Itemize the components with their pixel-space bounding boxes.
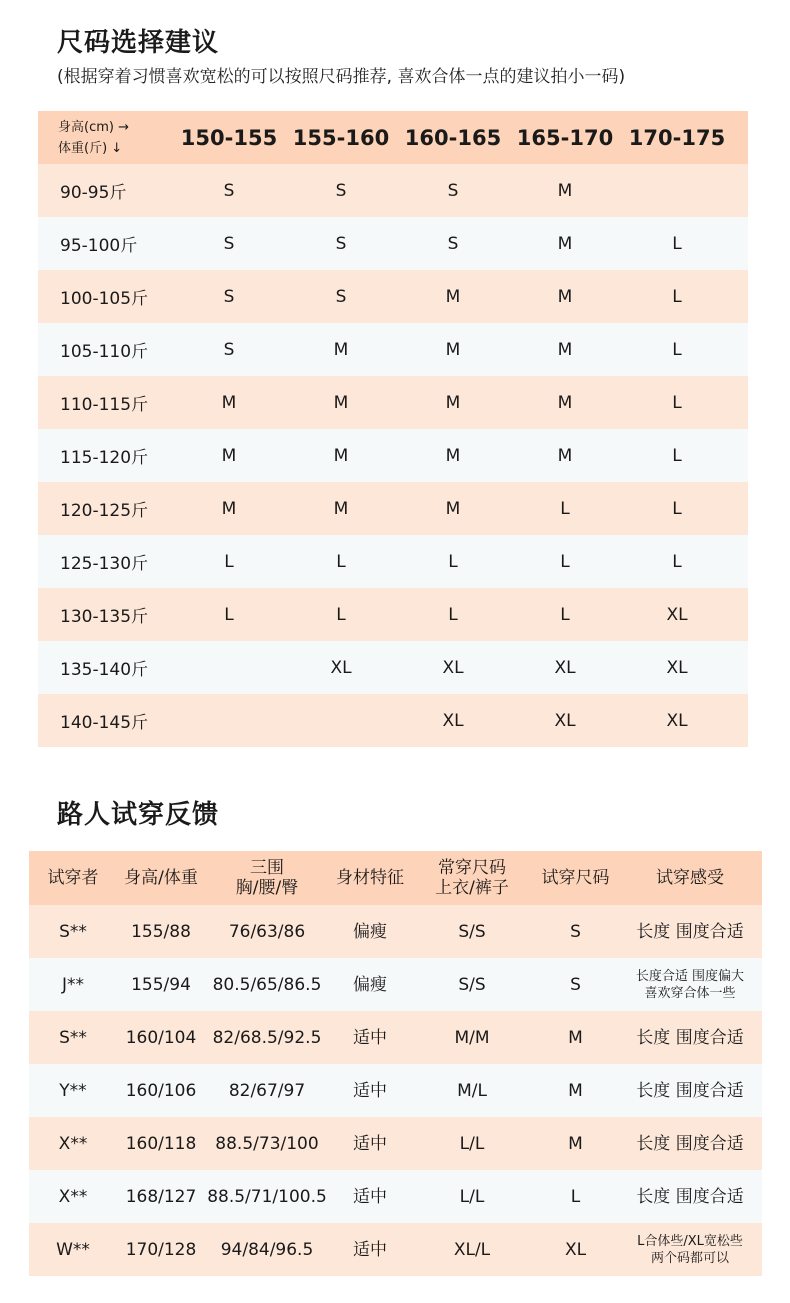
height-weight-cell: 160/106 [125,1080,197,1101]
size-cell: L [672,233,682,254]
size-cell: M [445,392,461,413]
usual-size-cell: M/L [457,1080,487,1101]
tester-cell: X** [58,1133,88,1154]
size-cell: S [335,233,347,254]
body-type-cell: 适中 [353,1133,387,1154]
height-weight-cell: 155/94 [131,974,191,995]
size-cell: M [445,445,461,466]
size-cell: XL [442,710,464,731]
size-cell: XL [442,657,464,678]
size-cell: M [221,498,237,519]
size-cell: L [560,498,570,519]
size-cell: S [223,339,235,360]
height-range-header: 155-160 [292,125,390,150]
measurements-cell: 88.5/73/100 [215,1133,319,1154]
size-cell: M [221,445,237,466]
measurements-cell: 76/63/86 [228,921,306,942]
height-weight-cell: 168/127 [125,1186,197,1207]
col-header-feeling: 试穿感受 [656,868,724,888]
measurements-cell: 88.5/71/100.5 [207,1186,327,1207]
feedback-row [29,1223,762,1276]
size-table [38,111,748,747]
size-cell: M [557,445,573,466]
weight-range-cell: 95-100斤 [60,236,138,256]
measurements-cell: 80.5/65/86.5 [212,974,322,995]
feeling-cell: 长度 围度合适 [636,1080,744,1101]
feeling-line: 长度合适 围度偏大 [635,968,745,984]
size-cell: M [333,392,349,413]
size-table-row [38,270,748,323]
body-type-cell: 偏瘦 [353,974,387,995]
size-cell: L [672,551,682,572]
size-table-row [38,217,748,270]
size-guide-title: 尺码选择建议 [57,28,220,58]
size-table-row [38,376,748,429]
size-cell: M [221,392,237,413]
feeling-line: L合体些/XL宽松些 [637,1233,743,1249]
feeling-cell [618,968,762,1002]
size-cell: L [672,498,682,519]
measurements-cell: 94/84/96.5 [220,1239,314,1260]
size-cell: S [447,180,459,201]
size-cell: L [224,604,234,625]
col-header-tried-size: 试穿尺码 [541,868,610,888]
size-table-row [38,641,748,694]
axis-labels [38,117,173,159]
weight-range-cell: 100-105斤 [60,289,149,309]
weight-range-cell: 125-130斤 [60,554,149,574]
tried-size-cell: L [570,1186,581,1207]
body-type-cell: 适中 [353,1080,387,1101]
size-cell: L [560,551,570,572]
feeling-cell [618,1233,762,1267]
weight-range-cell: 90-95斤 [60,183,127,203]
usual-size-header-line1: 常穿尺码 [438,858,506,878]
weight-axis-label: 体重(斤) ↓ [58,140,123,156]
body-type-cell: 适中 [353,1027,387,1048]
tester-cell: X** [58,1186,88,1207]
body-type-cell: 适中 [353,1239,387,1260]
usual-size-cell: L/L [459,1133,485,1154]
height-weight-cell: 160/104 [125,1027,197,1048]
size-cell: L [224,551,234,572]
measurements-header-line2: 胸/腰/臀 [235,878,299,898]
feeling-cell: 长度 围度合适 [636,1027,744,1048]
feedback-row [29,1117,762,1170]
height-range-header: 170-175 [628,125,726,150]
size-cell: XL [666,710,688,731]
weight-range-cell: 115-120斤 [60,448,149,468]
tester-cell: W** [56,1239,90,1260]
col-header-measurements [205,858,329,898]
size-table-row [38,588,748,641]
size-table-row [38,535,748,588]
height-weight-cell: 160/118 [125,1133,197,1154]
measurements-header-line1: 三围 [250,858,284,878]
feedback-row [29,958,762,1011]
tried-size-cell: S [570,921,581,942]
size-cell: M [445,286,461,307]
tester-cell: Y** [59,1080,87,1101]
height-axis-label: 身高(cm) → [58,119,129,135]
size-cell: M [333,498,349,519]
size-cell: S [223,180,235,201]
usual-size-cell: M/M [454,1027,490,1048]
size-cell: M [333,445,349,466]
weight-range-cell: 110-115斤 [60,395,149,415]
feedback-row [29,1064,762,1117]
tried-size-cell: S [570,974,581,995]
size-table-header [38,111,748,164]
tester-cell: S** [59,1027,87,1048]
size-cell: S [335,180,347,201]
tried-size-cell: M [568,1133,583,1154]
size-cell: M [445,498,461,519]
size-cell: XL [666,604,688,625]
size-table-row [38,323,748,376]
size-cell: M [557,233,573,254]
size-cell: L [672,445,682,466]
weight-range-cell: 130-135斤 [60,607,149,627]
size-cell: S [335,286,347,307]
weight-range-cell: 135-140斤 [60,660,149,680]
body-type-cell: 偏瘦 [353,921,387,942]
size-cell: S [223,286,235,307]
size-table-row [38,429,748,482]
size-table-row [38,694,748,747]
height-range-header: 150-155 [180,125,278,150]
tried-size-cell: M [568,1027,583,1048]
height-range-header: 160-165 [404,125,502,150]
size-cell: XL [554,657,576,678]
size-cell: L [336,551,346,572]
size-guide-subtitle: (根据穿着习惯喜欢宽松的可以按照尺码推荐, 喜欢合体一点的建议拍小一码) [57,67,626,87]
size-cell: M [557,339,573,360]
size-cell: M [557,180,573,201]
size-cell: L [672,339,682,360]
size-cell: M [557,286,573,307]
tester-cell: J** [61,974,84,995]
size-cell: XL [330,657,352,678]
weight-range-cell: 140-145斤 [60,713,149,733]
usual-size-cell: S/S [458,974,486,995]
size-cell: L [336,604,346,625]
col-header-height-weight: 身高/体重 [124,868,198,888]
weight-range-cell: 120-125斤 [60,501,149,521]
size-cell: M [333,339,349,360]
usual-size-cell: XL/L [453,1239,491,1260]
feeling-line: 两个码都可以 [650,1250,729,1266]
col-header-body-type: 身材特征 [336,868,404,888]
feeling-line: 喜欢穿合体一些 [644,985,736,1001]
size-cell: XL [666,657,688,678]
feedback-row [29,1170,762,1223]
tried-size-cell: M [568,1080,583,1101]
height-weight-cell: 155/88 [131,921,191,942]
size-table-row [38,164,748,217]
feedback-row [29,1011,762,1064]
size-cell: L [448,604,458,625]
feedback-table [29,851,762,1276]
feedback-table-header [29,851,762,905]
tried-size-cell: XL [564,1239,587,1260]
height-weight-cell: 170/128 [125,1239,197,1260]
tester-cell: S** [59,921,87,942]
feedback-title: 路人试穿反馈 [57,800,220,830]
feeling-cell: 长度 围度合适 [636,1133,744,1154]
col-header-usual-size [411,858,533,898]
size-cell: L [672,392,682,413]
size-cell: S [447,233,459,254]
size-cell: M [445,339,461,360]
feedback-row [29,905,762,958]
usual-size-cell: L/L [459,1186,485,1207]
measurements-cell: 82/67/97 [228,1080,306,1101]
usual-size-header-line2: 上衣/裤子 [435,878,509,898]
size-cell: M [557,392,573,413]
col-header-tester: 试穿者 [47,868,99,888]
feeling-cell: 长度 围度合适 [636,921,744,942]
feeling-cell: 长度 围度合适 [636,1186,744,1207]
measurements-cell: 82/68.5/92.5 [212,1027,322,1048]
body-type-cell: 适中 [353,1186,387,1207]
usual-size-cell: S/S [458,921,486,942]
size-cell: L [448,551,458,572]
size-cell: XL [554,710,576,731]
size-cell: L [560,604,570,625]
size-cell: S [223,233,235,254]
height-range-header: 165-170 [516,125,614,150]
weight-range-cell: 105-110斤 [60,342,149,362]
size-cell: L [672,286,682,307]
size-table-row [38,482,748,535]
